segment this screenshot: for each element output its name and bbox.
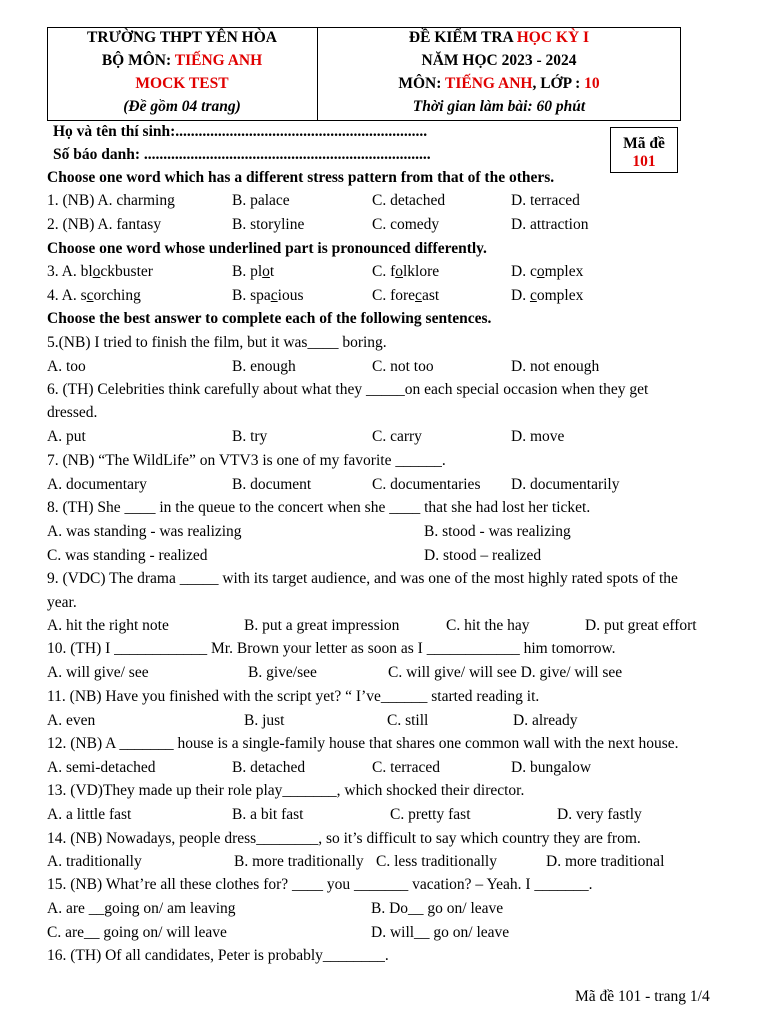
q2-option-b: B. storyline [232, 216, 305, 233]
subject-grade: MÔN: TIẾNG ANH, LỚP : 10 [398, 75, 600, 92]
department: BỘ MÔN: TIẾNG ANH [101, 52, 263, 69]
q9-option-c: C. hit the hay [446, 617, 530, 634]
q12-option-c: C. terraced [372, 759, 440, 776]
q8-stem: 8. (TH) She ____ in the queue to the concert when she ____ that she had lost her ticket. [47, 499, 591, 516]
q13-option-c: C. pretty fast [390, 806, 471, 823]
q6-option-b: B. try [232, 428, 268, 445]
q1-option-c: C. detached [372, 192, 446, 209]
section-pronunciation-instruction: Choose one word whose underlined part is pronounced differently. [47, 240, 487, 257]
q11-option-b: B. just [244, 712, 285, 729]
page-footer: Mã đề 101 - trang 1/4 [575, 988, 710, 1005]
q4-option-a: 4. A. scorching [47, 287, 141, 304]
q1-option-d: D. terraced [511, 192, 580, 209]
q14-option-b: B. more traditionally [234, 853, 364, 870]
q10-option-c-d: C. will give/ will see D. give/ will see [388, 664, 623, 681]
q15-option-a: A. are __going on/ am leaving [47, 900, 236, 917]
q6-option-a: A. put [47, 428, 86, 445]
school-name: TRƯỜNG THPT YÊN HÒA [87, 29, 277, 46]
q15-option-d: D. will__ go on/ leave [371, 924, 510, 941]
q5-option-b: B. enough [232, 358, 296, 375]
q5-option-a: A. too [47, 358, 86, 375]
q6-stem-line1: 6. (TH) Celebrities think carefully about what they _____on each special occasion when they get [47, 381, 649, 398]
q15-option-b: B. Do__ go on/ leave [371, 900, 504, 917]
q6-option-d: D. move [511, 428, 565, 445]
q11-option-a: A. even [47, 712, 96, 729]
q13-option-a: A. a little fast [47, 806, 132, 823]
q7-stem: 7. (NB) “The WildLife” on VTV3 is one of my favorite ______. [47, 452, 446, 469]
q3-option-b: B. plot [232, 263, 275, 280]
q14-stem: 14. (NB) Nowadays, people dress________, so it’s difficult to say which country they are from. [47, 830, 641, 847]
q13-option-b: B. a bit fast [232, 806, 304, 823]
q12-option-a: A. semi-detached [47, 759, 156, 776]
q4-option-c: C. forecast [372, 287, 440, 304]
q13-stem: 13. (VD)They made up their role play_______, which shocked their director. [47, 782, 525, 799]
q3-option-d: D. complex [511, 263, 584, 280]
time-limit: Thời gian làm bài: 60 phút [412, 98, 586, 115]
q9-option-d: D. put great effort [585, 617, 697, 634]
q8-option-a: A. was standing - was realizing [47, 523, 242, 540]
exam-code-box: Mã đề 101 [610, 127, 678, 173]
q15-stem: 15. (NB) What’re all these clothes for? ____ you _______ vacation? – Yeah. I _______. [47, 876, 593, 893]
q12-option-d: D. bungalow [511, 759, 592, 776]
pages-note: (Đề gồm 04 trang) [123, 98, 241, 115]
q10-stem: 10. (TH) I ____________ Mr. Brown your letter as soon as I ____________ him tomorrow. [47, 640, 616, 657]
student-id-line: Số báo danh: .......................................................................... [53, 146, 431, 163]
q11-option-c: C. still [387, 712, 429, 729]
q5-option-d: D. not enough [511, 358, 600, 375]
q5-option-c: C. not too [372, 358, 434, 375]
q2-option-a: 2. (NB) A. fantasy [47, 216, 162, 233]
q14-option-c: C. less traditionally [376, 853, 497, 870]
q8-option-c: C. was standing - realized [47, 547, 208, 564]
school-year: NĂM HỌC 2023 - 2024 [421, 52, 577, 69]
q4-option-b: B. spacious [232, 287, 304, 304]
q8-option-d: D. stood – realized [424, 547, 542, 564]
q15-option-c: C. are__ going on/ will leave [47, 924, 227, 941]
q11-stem: 11. (NB) Have you finished with the script yet? “ I’ve______ started reading it. [47, 688, 540, 705]
q7-option-c: C. documentaries [372, 476, 481, 493]
q9-option-b: B. put a great impression [244, 617, 400, 634]
q1-option-b: B. palace [232, 192, 290, 209]
q7-option-a: A. documentary [47, 476, 147, 493]
section-stress-instruction: Choose one word which has a different stress pattern from that of the others. [47, 169, 555, 186]
q9-stem-line1: 9. (VDC) The drama _____ with its target audience, and was one of the most highly rated spots of the [47, 570, 678, 587]
mock-test-label: MOCK TEST [135, 75, 229, 92]
q3-option-c: C. folklore [372, 263, 440, 280]
q12-option-b: B. detached [232, 759, 306, 776]
exam-title: ĐỀ KIỂM TRA HỌC KỲ I [408, 29, 590, 46]
q9-stem-line2: year. [47, 594, 77, 611]
q2-option-c: C. comedy [372, 216, 440, 233]
q10-option-b: B. give/see [248, 664, 317, 681]
q10-option-a: A. will give/ see [47, 664, 149, 681]
q5-stem: 5.(NB) I tried to finish the film, but it was____ boring. [47, 334, 387, 351]
q4-option-d: D. complex [511, 287, 584, 304]
q2-option-d: D. attraction [511, 216, 589, 233]
q14-option-d: D. more traditional [546, 853, 665, 870]
q12-stem: 12. (NB) A _______ house is a single-family house that shares one common wall with the next house. [47, 735, 679, 752]
exam-header-box [47, 27, 681, 121]
q8-option-b: B. stood - was realizing [424, 523, 571, 540]
q11-option-d: D. already [513, 712, 578, 729]
student-name-line: Họ và tên thí sinh:................................................................. [53, 123, 428, 140]
q9-option-a: A. hit the right note [47, 617, 169, 634]
q14-option-a: A. traditionally [47, 853, 142, 870]
q13-option-d: D. very fastly [557, 806, 642, 823]
q7-option-b: B. document [232, 476, 312, 493]
q6-option-c: C. carry [372, 428, 422, 445]
section-sentence-completion-instruction: Choose the best answer to complete each of the following sentences. [47, 310, 492, 327]
q3-option-a: 3. A. blockbuster [47, 263, 153, 280]
q1-option-a: 1. (NB) A. charming [47, 192, 175, 209]
q6-stem-line2: dressed. [47, 404, 98, 421]
q7-option-d: D. documentarily [511, 476, 620, 493]
q16-stem: 16. (TH) Of all candidates, Peter is probably________. [47, 947, 389, 964]
